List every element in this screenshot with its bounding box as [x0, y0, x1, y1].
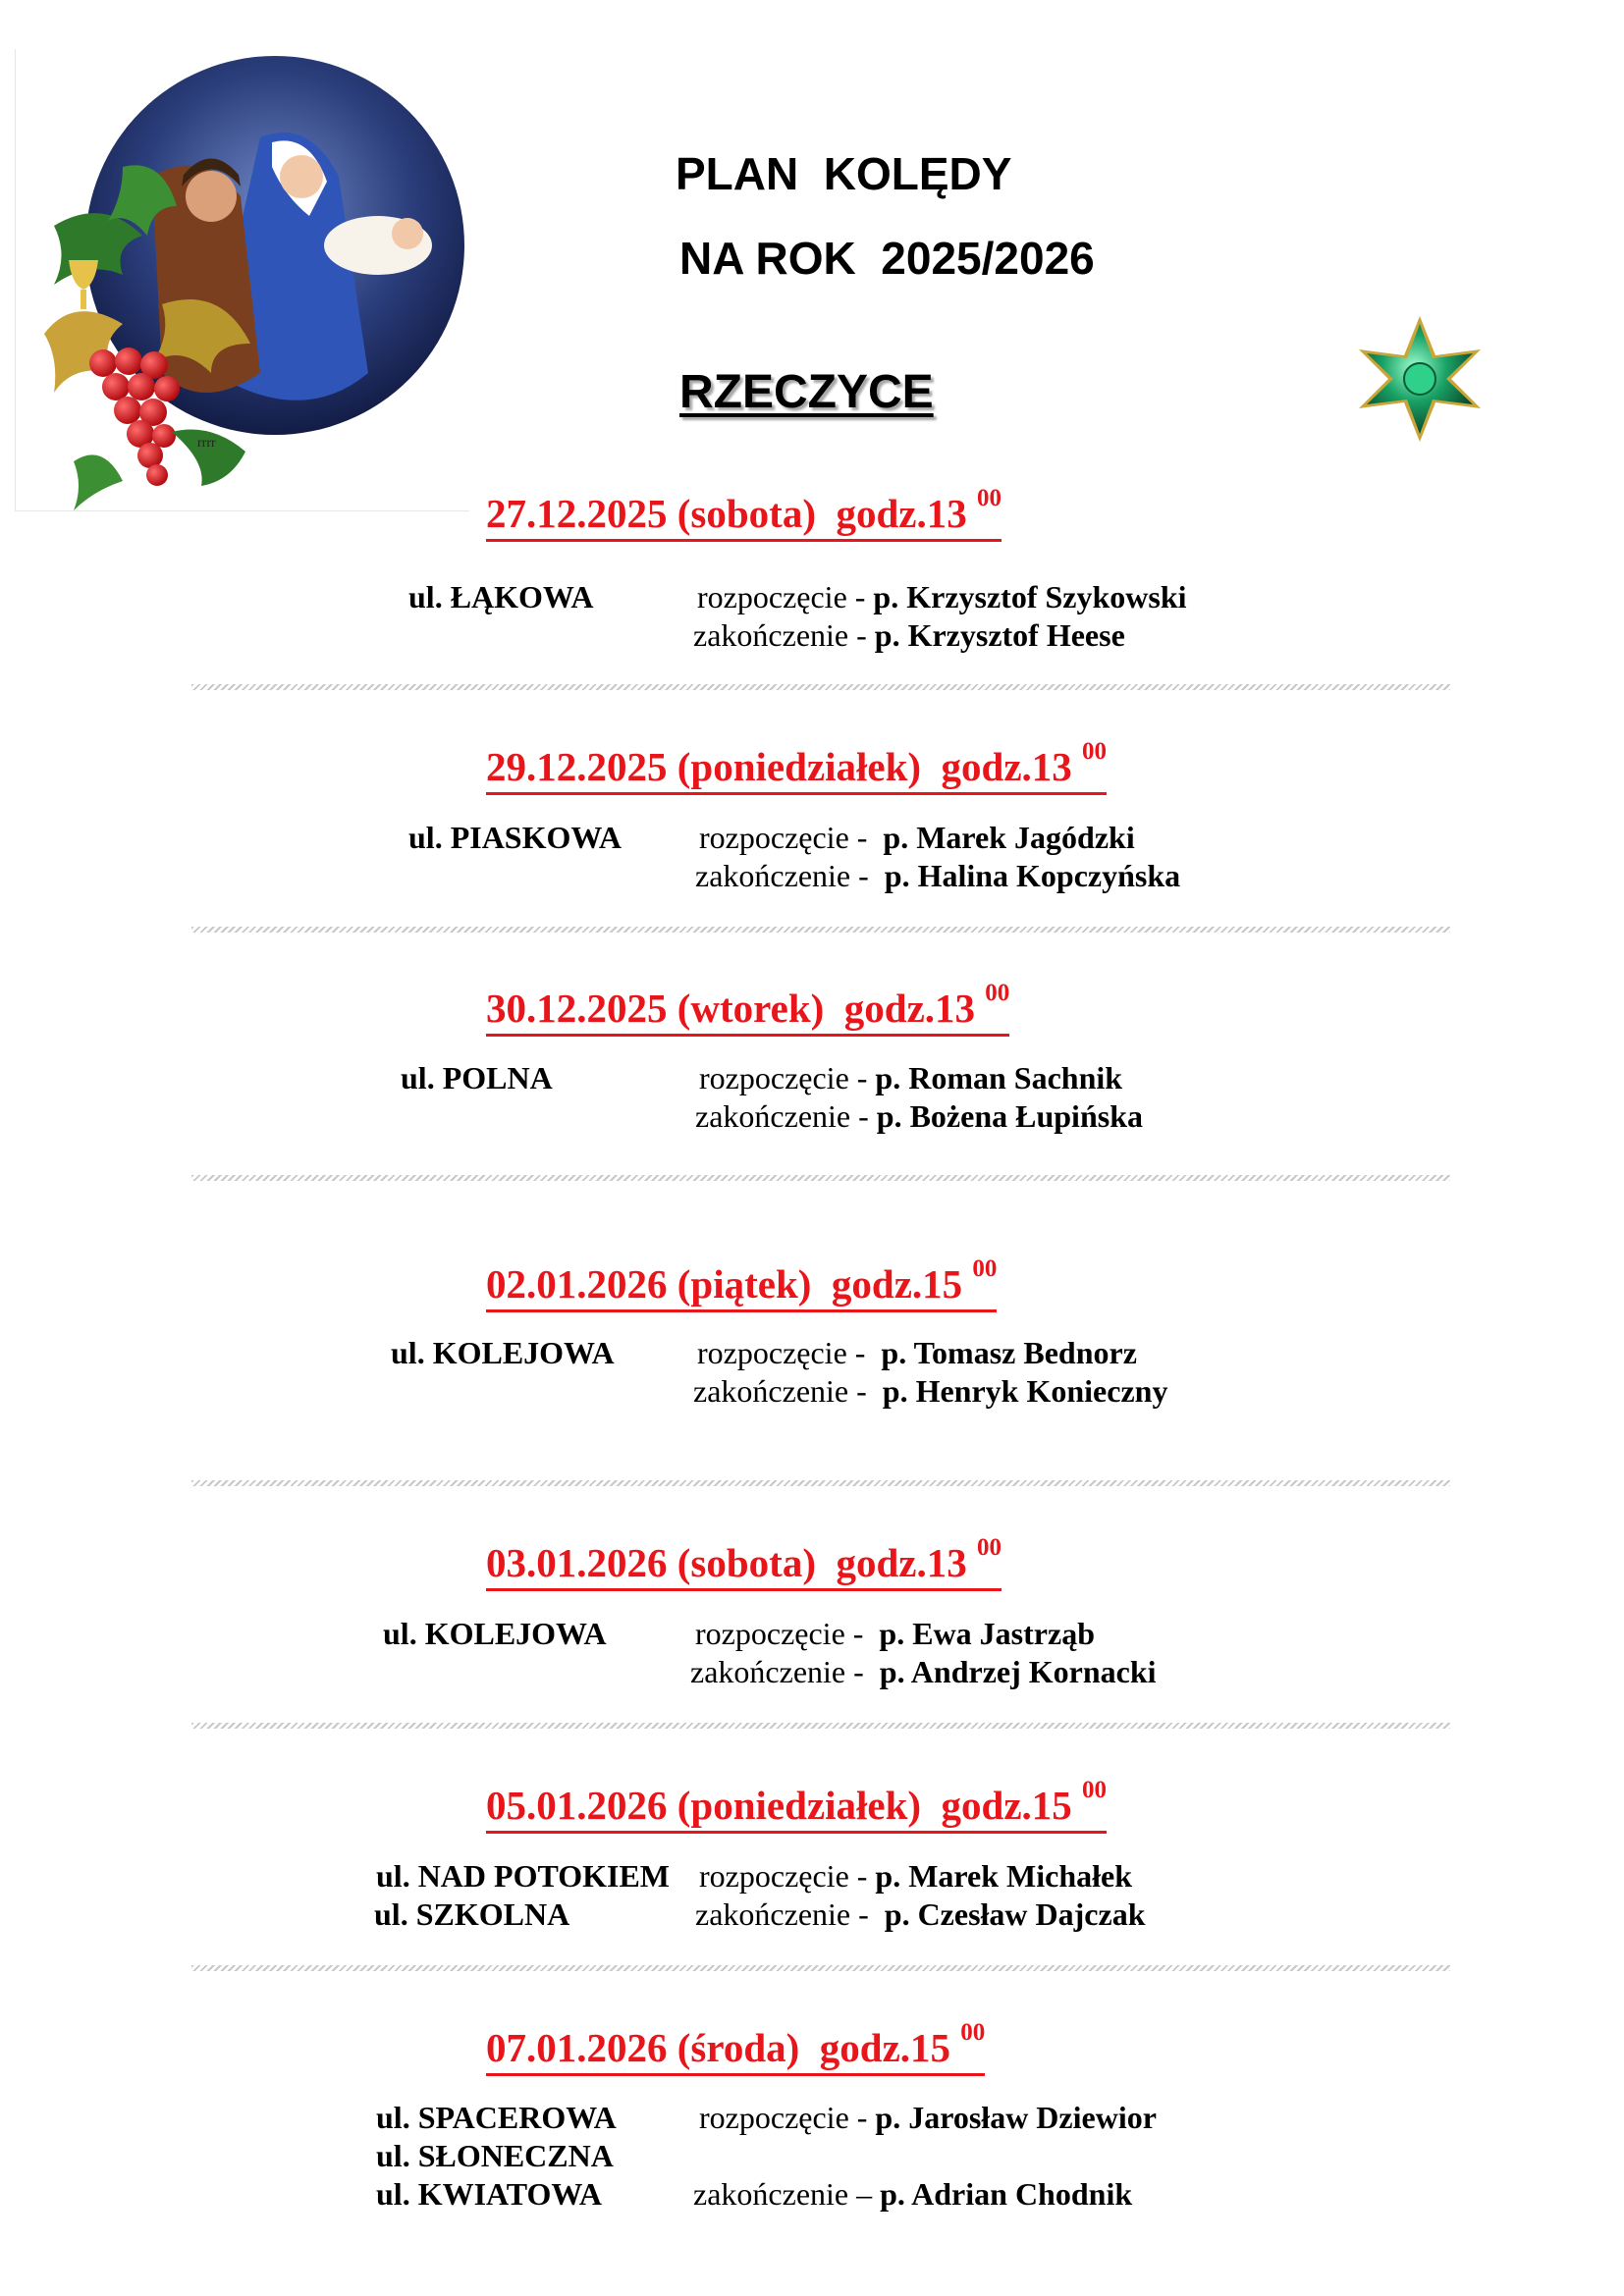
date-heading: 30.12.2025 (wtorek) godz.13 $^{00}$ [486, 986, 1009, 1037]
end-line: zakończenie - p. Bożena Łupińska [695, 1098, 1143, 1134]
baby-face [392, 218, 423, 249]
separator [191, 1175, 1450, 1181]
street-name: ul. NAD POTOKIEM [376, 1858, 670, 1894]
street-name: ul. PIASKOWA [408, 820, 622, 855]
holly-leaf [74, 454, 123, 510]
joseph-face [186, 171, 237, 222]
logo-text: rrrr [197, 436, 216, 451]
mary-face [280, 155, 323, 198]
nativity-logo [15, 49, 476, 510]
date-heading: 27.12.2025 (sobota) godz.13 $^{00}$ [486, 491, 1001, 542]
separator [191, 1965, 1450, 1971]
page-title-line2: NA ROK 2025/2026 [679, 233, 1095, 284]
street-name: ul. SPACEROWA [376, 2100, 617, 2135]
date-heading: 07.01.2026 (środa) godz.15 $^{00}$ [486, 2025, 985, 2076]
start-line: rozpoczęcie - p. Krzysztof Szykowski [697, 579, 1187, 614]
end-line: zakończenie - p. Czesław Dajczak [695, 1896, 1146, 1932]
end-line: zakończenie - p. Krzysztof Heese [693, 617, 1125, 653]
place-name: RZECZYCE [679, 366, 934, 418]
street-name: ul. ŁĄKOWA [408, 579, 594, 614]
start-line: rozpoczęcie - p. Marek Jagódzki [699, 820, 1135, 855]
street-name: ul. KWIATOWA [376, 2176, 602, 2212]
street-name: ul. SŁONECZNA [376, 2138, 614, 2173]
separator [191, 684, 1450, 690]
street-name: ul. KOLEJOWA [383, 1616, 607, 1651]
start-line: rozpoczęcie - p. Marek Michałek [699, 1858, 1133, 1894]
end-line: zakończenie - p. Henryk Konieczny [693, 1373, 1168, 1409]
star-icon [1353, 312, 1487, 446]
separator [191, 927, 1450, 933]
separator [191, 1723, 1450, 1729]
start-line: rozpoczęcie - p. Roman Sachnik [699, 1060, 1123, 1095]
separator [191, 1480, 1450, 1486]
street-name: ul. POLNA [401, 1060, 553, 1095]
date-heading: 02.01.2026 (piątek) godz.15 $^{00}$ [486, 1261, 997, 1312]
date-heading: 03.01.2026 (sobota) godz.13 $^{00}$ [486, 1540, 1001, 1591]
street-name: ul. SZKOLNA [374, 1896, 570, 1932]
date-heading: 29.12.2025 (poniedziałek) godz.13 $^{00}$ [486, 744, 1107, 795]
start-line: rozpoczęcie - p. Jarosław Dziewior [699, 2100, 1157, 2135]
page-title-line1: PLAN KOLĘDY [676, 148, 1012, 199]
start-line: rozpoczęcie - p. Ewa Jastrząb [695, 1616, 1095, 1651]
end-line: zakończenie - p. Halina Kopczyńska [695, 858, 1181, 893]
street-name: ul. KOLEJOWA [391, 1335, 615, 1370]
end-line: zakończenie - p. Andrzej Kornacki [690, 1654, 1157, 1689]
start-line: rozpoczęcie - p. Tomasz Bednorz [697, 1335, 1137, 1370]
end-line: zakończenie – p. Adrian Chodnik [693, 2176, 1133, 2212]
date-heading: 05.01.2026 (poniedziałek) godz.15 $^{00}$ [486, 1783, 1107, 1834]
chalice-stem [81, 290, 86, 309]
